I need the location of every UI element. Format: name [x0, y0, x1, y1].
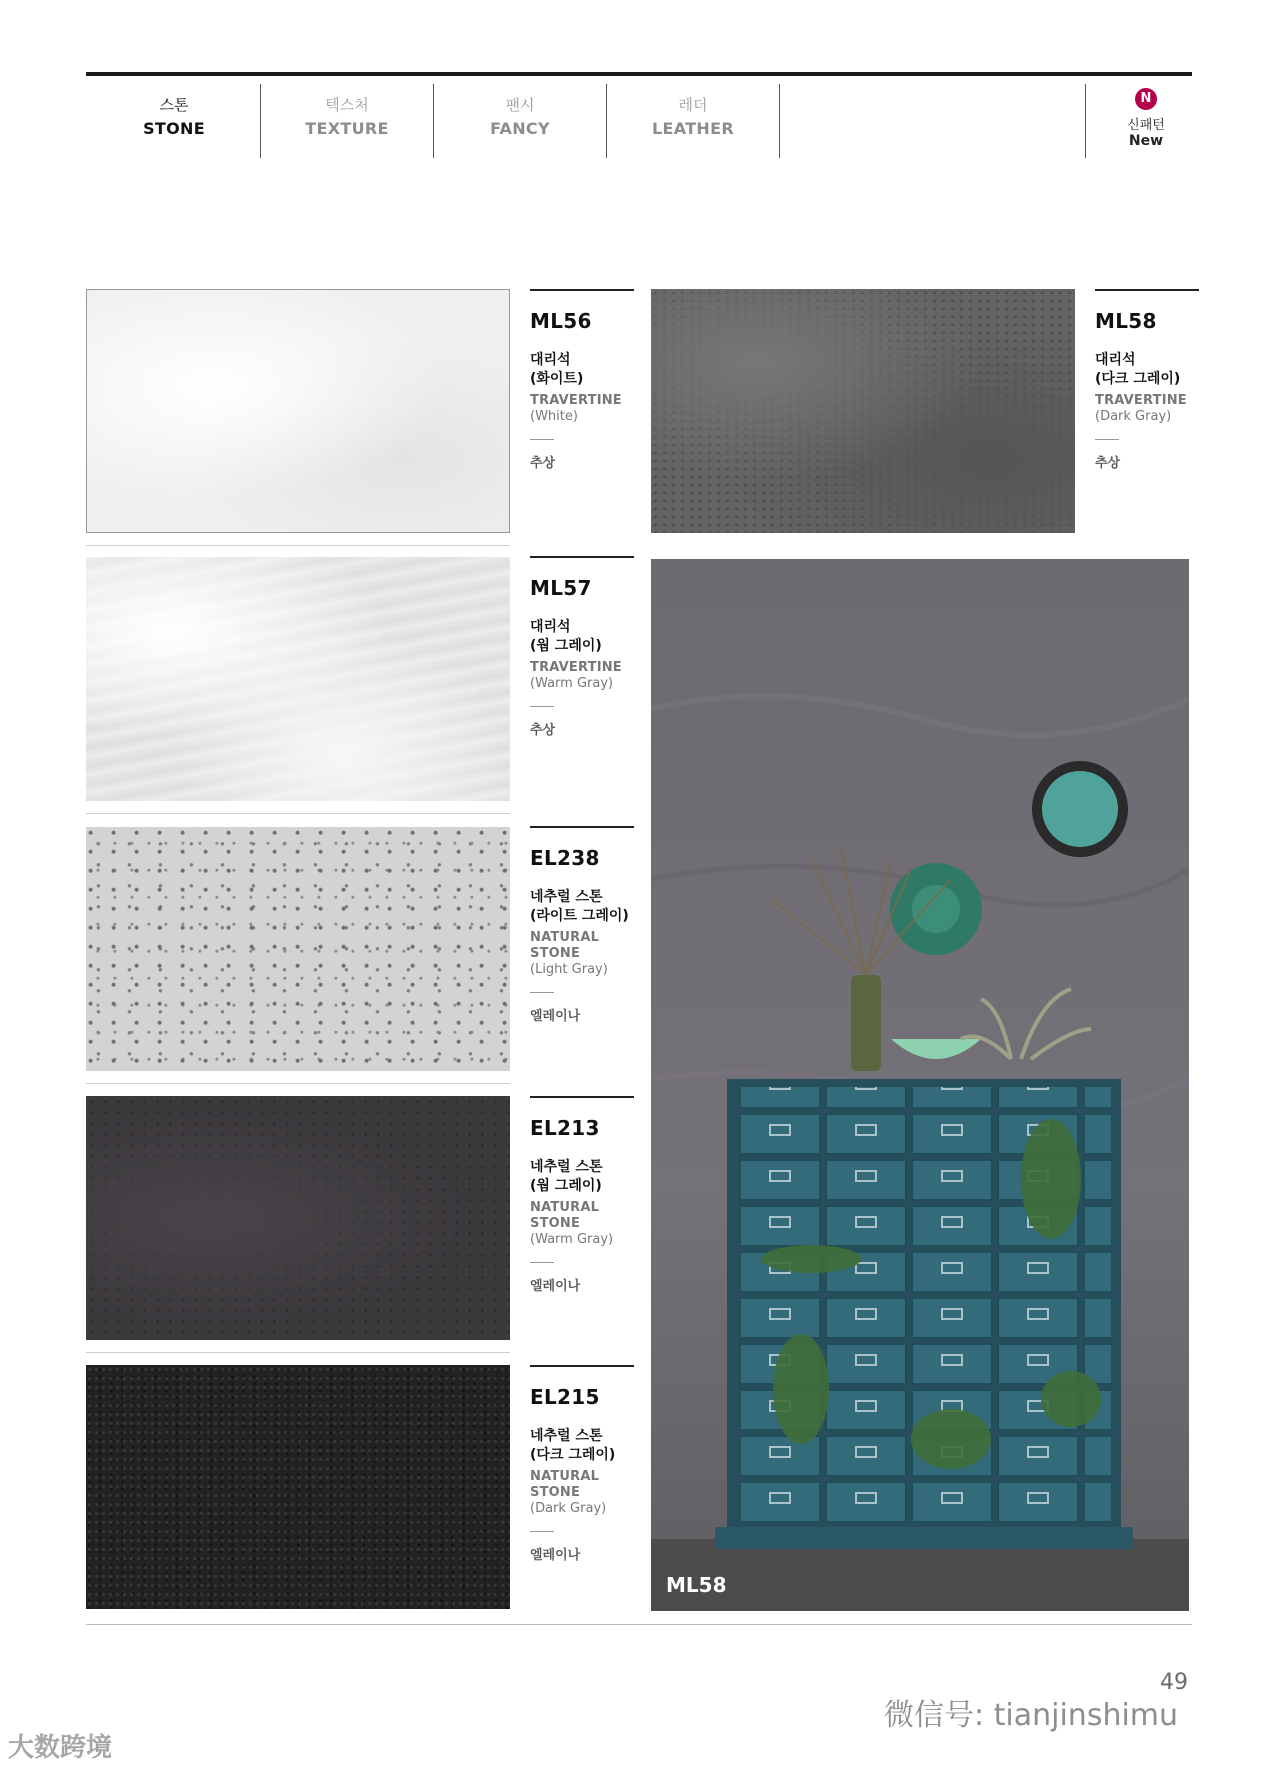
swatch-divider	[86, 545, 510, 546]
product-info-el238	[530, 826, 634, 1024]
dash-divider	[530, 1531, 554, 1532]
product-color-ko: (라이트 그레이)	[530, 908, 629, 924]
tab-fancy[interactable]	[434, 84, 606, 158]
tab-texture[interactable]	[261, 84, 433, 158]
product-info-ml58	[1095, 289, 1199, 471]
dash-divider	[530, 992, 554, 993]
product-name-en: TRAVERTINE	[530, 393, 622, 408]
swatch-ml56[interactable]	[86, 289, 510, 533]
swatch-ml57[interactable]	[86, 557, 510, 801]
product-info-el213	[530, 1096, 634, 1294]
page-number: 49	[1160, 1670, 1188, 1695]
photo-label: ML58	[666, 1573, 727, 1597]
product-color-en: (Dark Gray)	[530, 1501, 607, 1516]
interior-photo-art	[651, 559, 1189, 1611]
swatch-el238[interactable]	[86, 827, 510, 1071]
product-name-ko: 대리석	[530, 619, 571, 635]
product-color-ko: (웜 그레이)	[530, 1178, 602, 1194]
product-name-en: TRAVERTINE	[1095, 393, 1187, 408]
swatch-el213[interactable]	[86, 1096, 510, 1340]
tab-leather[interactable]	[607, 84, 779, 158]
product-code: ML58	[1095, 309, 1157, 333]
product-color-en: (White)	[530, 409, 578, 424]
product-usage: 추상	[530, 723, 556, 738]
swatch-divider	[86, 813, 510, 814]
tab-stone-en: STONE	[143, 119, 205, 138]
dash-divider	[530, 439, 554, 440]
product-name-ko: 대리석	[1095, 352, 1136, 368]
tab-fancy-en: FANCY	[490, 119, 550, 138]
product-info-ml56	[530, 289, 634, 471]
product-name-en: NATURAL STONE	[530, 1200, 600, 1231]
product-name-en: TRAVERTINE	[530, 660, 622, 675]
tab-stone-ko: 스톤	[159, 96, 189, 114]
footer-rule	[86, 1624, 1192, 1625]
product-name-en: NATURAL STONE	[530, 930, 600, 961]
tab-leather-ko: 레더	[678, 96, 708, 114]
product-color-ko: (화이트)	[530, 371, 584, 387]
product-color-en: (Dark Gray)	[1095, 409, 1172, 424]
product-usage: 엘레이나	[530, 1279, 581, 1294]
product-code: EL215	[530, 1385, 600, 1409]
product-code: ML57	[530, 576, 592, 600]
header-rule	[86, 72, 1192, 76]
product-usage: 추상	[530, 456, 556, 471]
product-info-el215	[530, 1365, 634, 1563]
product-name-ko: 네추럴 스톤	[530, 1159, 603, 1175]
tab-divider	[779, 84, 780, 158]
product-name-en: NATURAL STONE	[530, 1469, 600, 1500]
product-color-en: (Warm Gray)	[530, 1232, 614, 1247]
product-color-ko: (다크 그레이)	[530, 1447, 616, 1463]
watermark: 微信号: tianjinshimu	[884, 1698, 1179, 1733]
new-icon: N	[1135, 88, 1157, 110]
product-code: EL238	[530, 846, 600, 870]
dash-divider	[530, 1262, 554, 1263]
tab-fancy-ko: 팬시	[505, 96, 535, 114]
tab-divider	[1085, 84, 1086, 158]
new-badge-ko: 신패턴	[1127, 118, 1165, 133]
tab-stone[interactable]	[88, 84, 260, 158]
product-code: ML56	[530, 309, 592, 333]
tab-texture-en: TEXTURE	[305, 119, 389, 138]
swatch-ml58[interactable]	[651, 289, 1075, 533]
interior-photo	[651, 559, 1189, 1611]
product-color-en: (Light Gray)	[530, 962, 608, 977]
product-name-ko: 네추럴 스톤	[530, 1428, 603, 1444]
swatch-divider	[86, 1352, 510, 1353]
swatch-el215[interactable]	[86, 1365, 510, 1609]
product-code: EL213	[530, 1116, 600, 1140]
dash-divider	[530, 706, 554, 707]
product-usage: 엘레이나	[530, 1009, 581, 1024]
product-usage: 추상	[1095, 456, 1121, 471]
swatch-divider	[86, 1083, 510, 1084]
tab-leather-en: LEATHER	[652, 119, 734, 138]
product-color-en: (Warm Gray)	[530, 676, 614, 691]
product-color-ko: (다크 그레이)	[1095, 371, 1181, 387]
product-name-ko: 대리석	[530, 352, 571, 368]
new-badge-en: New	[1128, 133, 1164, 149]
tab-texture-ko: 텍스처	[325, 96, 369, 114]
product-info-ml57	[530, 556, 634, 738]
new-pattern-badge[interactable]	[1090, 84, 1202, 149]
product-usage: 엘레이나	[530, 1548, 581, 1563]
product-name-ko: 네추럴 스톤	[530, 889, 603, 905]
dash-divider	[1095, 439, 1119, 440]
watermark-logo: 大数跨境	[8, 1733, 113, 1763]
product-color-ko: (웜 그레이)	[530, 638, 602, 654]
